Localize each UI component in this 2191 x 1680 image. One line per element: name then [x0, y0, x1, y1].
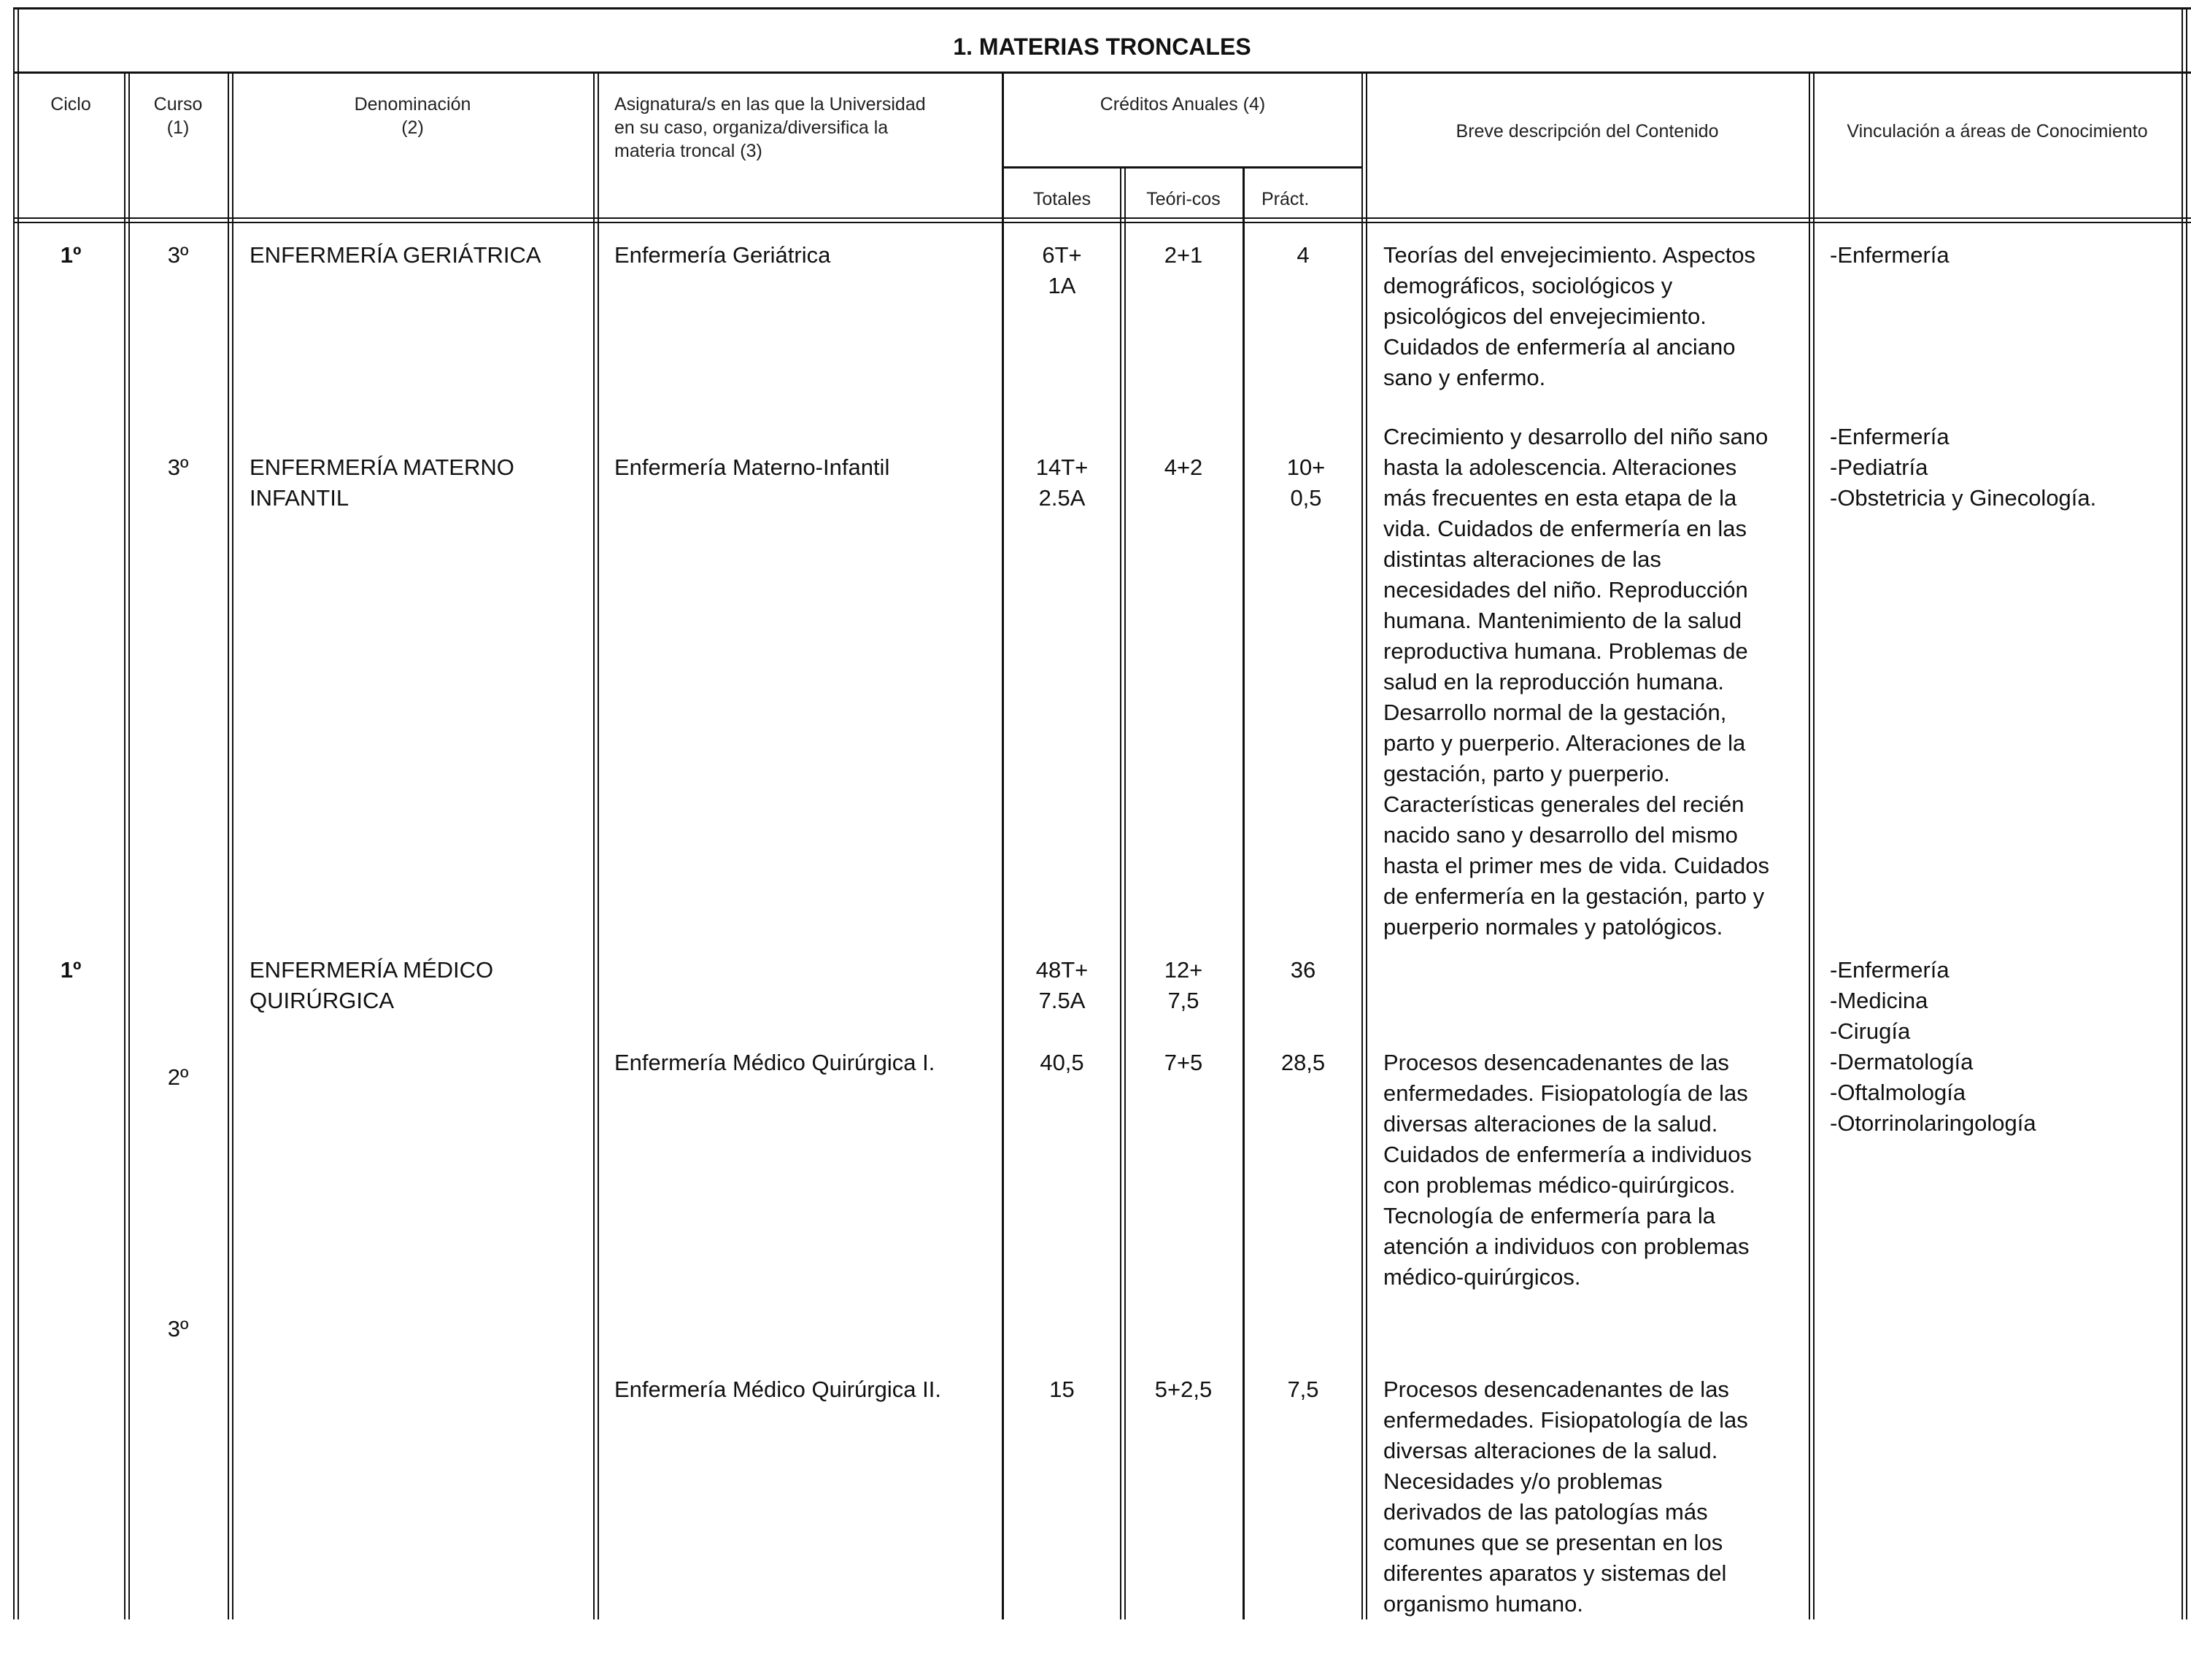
table-right-border: [2182, 7, 2187, 1619]
header-bottom-divider: [13, 217, 2191, 223]
cell-descripcion: Teorías del envejecimiento. Aspectos demográficos, sociológicos y psicológicos del envejecimiento. Cuidados de enfermería al anciano sano y enfermo.: [1383, 242, 1756, 390]
cell-totales: 15: [1049, 1377, 1075, 1402]
cell-denominacion: ENFERMERÍA MÉDICO QUIRÚRGICA: [250, 957, 494, 1013]
cell-practicos: 28,5: [1280, 1050, 1326, 1075]
cell-totales: 40,5: [1040, 1050, 1084, 1075]
cell-ciclo: 1º: [60, 957, 82, 983]
cell-vinculacion: -Enfermería: [1830, 242, 1950, 268]
curso-denominacion-divider: [228, 71, 233, 1619]
cell-curso: 2º: [167, 1064, 189, 1090]
table-title: 1. MATERIAS TRONCALES: [953, 34, 1251, 60]
cell-curso: 3º: [167, 242, 189, 268]
header-teoricos: Teóri-cos: [1146, 189, 1221, 209]
header-totales: Totales: [1032, 189, 1091, 209]
header-descripcion: Breve descripción del Contenido: [1456, 121, 1719, 142]
cell-curso: 3º: [167, 454, 189, 480]
header-asignatura: Asignatura/s en las que la Universidad en su caso, organiza/diversifica la materia troncal (3): [614, 94, 926, 161]
header-curso: Curso (1): [153, 94, 203, 138]
cell-descripcion: Procesos desencadenantes de las enfermedades. Fisiopatología de las diversas alteraciones de la salud. Cuidados de enfermería a individuos con problemas médico-quirúrgicos. Tecnología de enfermería para la atención a individuos con problemas médico-quirúrgicos.: [1383, 1050, 1752, 1290]
denominacion-asignatura-divider: [593, 71, 599, 1619]
cell-descripcion: Procesos desencadenantes de las enfermedades. Fisiopatología de las diversas alteraciones de la salud. Necesidades y/o problemas derivados de las patologías más comunes que se presentan en los diferentes aparatos y sistemas del organismo humano.: [1383, 1377, 1748, 1617]
cell-teoricos: 12+ 7,5: [1164, 957, 1203, 1013]
header-denominacion: Denominación (2): [354, 94, 471, 138]
cell-ciclo: 1º: [60, 242, 82, 268]
header-practicos: Práct.: [1261, 189, 1310, 209]
cell-curso: 3º: [167, 1316, 189, 1342]
cell-teoricos: 2+1: [1164, 242, 1203, 268]
cell-practicos: 7,5: [1287, 1377, 1319, 1402]
cell-totales: 14T+ 2.5A: [1035, 454, 1089, 511]
cell-teoricos: 7+5: [1164, 1050, 1203, 1075]
cell-vinculacion: -Enfermería -Medicina -Cirugía -Dermatología -Oftalmología -Otorrinolaringología: [1830, 957, 2036, 1136]
cell-vinculacion: -Enfermería -Pediatría -Obstetricia y Ginecología.: [1830, 424, 2097, 511]
title-row-divider: [13, 71, 2191, 74]
cell-teoricos: 4+2: [1164, 454, 1203, 480]
header-creditos-anuales: Créditos Anuales (4): [1100, 94, 1266, 115]
cell-practicos: 4: [1297, 242, 1310, 268]
cell-descripcion: Crecimiento y desarrollo del niño sano hasta la adolescencia. Alteraciones más frecuentes en esta etapa de la vida. Cuidados de enfermería en las distintas alteraciones de las necesidades del niño. Reproducción humana. Mantenimiento de la salud reproductiva humana. Problemas de salud en la reproducción humana. Desarrollo normal de la gestación, parto y puerperio. Alteraciones de la gestación, parto y puerperio. Características generales del recién nacido sano y desarrollo del mismo hasta el primer mes de vida. Cuidados de enfermería en la gestación, parto y puerperio normales y patológicos.: [1383, 424, 1769, 940]
cell-practicos: 36: [1290, 957, 1316, 983]
cell-totales: 48T+ 7.5A: [1035, 957, 1089, 1013]
cell-denominacion: ENFERMERÍA MATERNO INFANTIL: [250, 454, 514, 511]
cell-asignatura: Enfermería Geriátrica: [614, 242, 831, 268]
creditos-subheader-divider: [1002, 166, 1361, 169]
cell-practicos: 10+ 0,5: [1286, 454, 1326, 511]
descripcion-vinculacion-divider: [1809, 71, 1815, 1619]
ciclo-curso-divider: [124, 71, 130, 1619]
cell-asignatura: Enfermería Médico Quirúrgica II.: [614, 1377, 941, 1402]
cell-asignatura: Enfermería Materno-Infantil: [614, 454, 890, 480]
creditos-descripcion-divider: [1361, 71, 1367, 1619]
header-ciclo: Ciclo: [50, 94, 91, 115]
cell-totales: 6T+ 1A: [1042, 242, 1082, 298]
cell-asignatura: Enfermería Médico Quirúrgica I.: [614, 1050, 935, 1075]
cell-denominacion: ENFERMERÍA GERIÁTRICA: [250, 242, 541, 268]
header-vinculacion: Vinculación a áreas de Conocimiento: [1847, 121, 2148, 142]
table-top-border: [13, 7, 2191, 9]
cell-teoricos: 5+2,5: [1154, 1377, 1213, 1402]
